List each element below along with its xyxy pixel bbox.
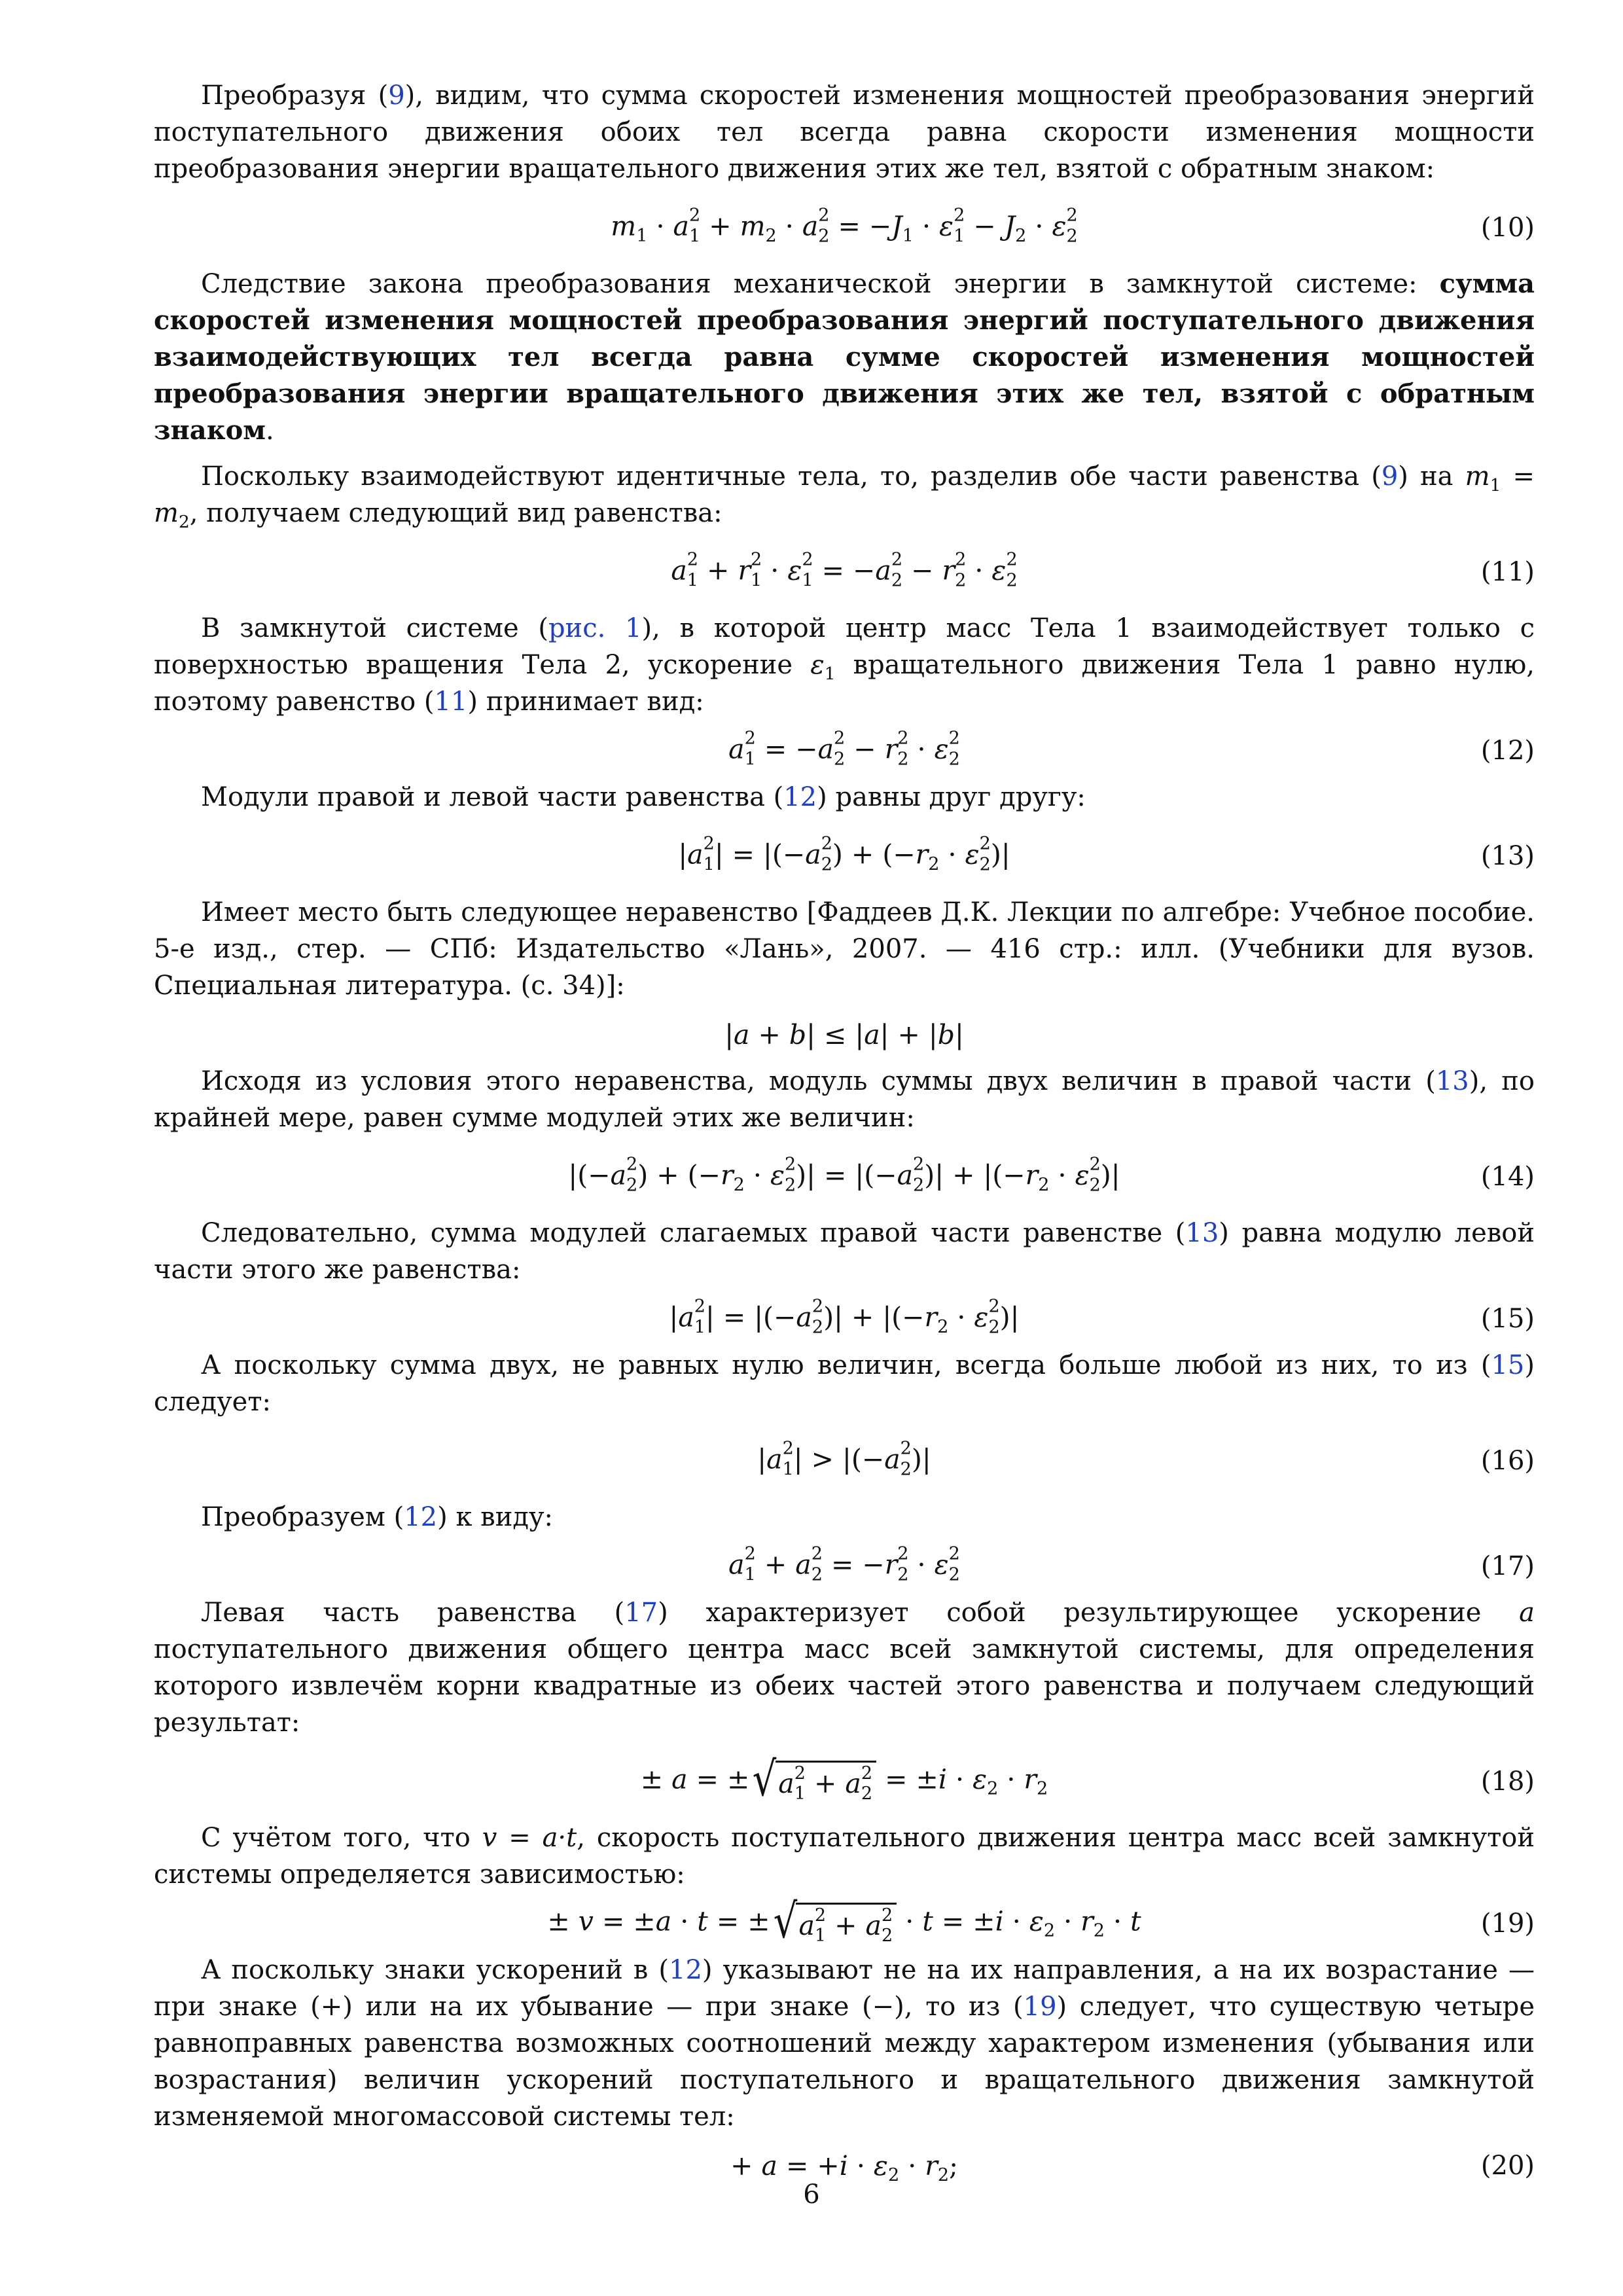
law-statement: сумма скоростей изменения мощностей преобразования энергий поступательного движения взаимодействующих тел всегда равна сумме скоростей изменения мощностей преобразования энергии вращательного движения этих же тел, взятой с обратным знаком [154, 268, 1535, 446]
ref-eq-12[interactable]: 12 [669, 1955, 702, 1985]
equation-number: (15) [1480, 1304, 1535, 1334]
paragraph-8: Следовательно, сумма модулей слагаемых правой части равенстве (13) равна модулю левой части этого же равенства: [154, 1218, 1535, 1285]
paragraph-9: А поскольку сумма двух, не равных нулю величин, всегда больше любой из них, то из (15) следует: [154, 1350, 1535, 1417]
equation-11-formula: a 2 1 + r 2 1 · ε 2 1 = −a 2 2 − r 2 2 · ε 2 2 [671, 550, 1018, 591]
equation-15-formula: |a 2 1 | = |(−a 2 2 )| + $|(-r_2 \cdot \varepsilon$ 2 2 )| [669, 1297, 1020, 1338]
paragraph-1: Преобразуя (9), видим, что сумма скоростей изменения мощностей преобразования энергий поступательного движения обоих тел всегда равна скорости изменения мощности преобразования энергии вращательного движения этих же тел, взятой с обратным знаком: [154, 81, 1535, 184]
equation-20-formula: + $a = +i \cdot \varepsilon_2 \cdot r_2$; [730, 2150, 958, 2186]
ref-eq-9[interactable]: 9 [388, 81, 405, 111]
paragraph-13: А поскольку знаки ускорений в (12) указывают не на их направления, а на их возрастание — при знаке (+) или на их убывание — при знаке (−), то из (19) следует, что существую четыре равноправных равенства возможных соотношений между характером изменения (убывания или возрастания) величин ускорений поступательного и вращательного движения замкнутой изменяемой многомассовой системы тел: [154, 1955, 1535, 2132]
equation-16-formula: |a 2 1 | > |(−a 2 2 )| [757, 1439, 931, 1480]
equation-17 [154, 1545, 1535, 1588]
ref-eq-13[interactable]: 13 [1185, 1218, 1219, 1248]
equation-18-formula: ± a = ±√a 2 1 + a 2 2 = $\pm i \cdot \varepsilon_2 \cdot r_2$ [640, 1751, 1048, 1806]
ref-figure-1[interactable]: рис. 1 [548, 613, 642, 643]
equation-15 [154, 1297, 1535, 1340]
paragraph-5: Модули правой и левой части равенства (12) равны друг другу: [201, 782, 1086, 812]
paragraph-11: Левая часть равенства (17) характеризует собой результирующее ускорение a поступательного движения общего центра масс всей замкнутой системы, для определения которого извлечём корни квадратные из обеих частей этого равенства и получаем следующий результат: [154, 1598, 1535, 1738]
inequality [154, 1013, 1535, 1056]
equation-12 [154, 729, 1535, 772]
equation-11 [154, 541, 1535, 603]
equation-number: (13) [1480, 841, 1535, 871]
ref-eq-15[interactable]: 15 [1491, 1350, 1525, 1380]
paragraph-2: Следствие закона преобразования механической энергии в замкнутой системе: сумма скоростей изменения мощностей преобразования энергий поступательного движения взаимодействующих тел всегда равна сумме скоростей изменения мощностей преобразования энергии вращательного движения этих же тел, взятой с обратным знаком. [154, 268, 1535, 446]
paragraph-4: В замкнутой системе (рис. 1), в которой центр масс Тела 1 взаимодействует только с поверхностью вращения Тела 2, ускорение $\varepsilon_1$ вращательного движения Тела 1 равно нулю, поэтому равенство (11) принимает вид: [154, 613, 1535, 717]
ref-eq-19[interactable]: 19 [1023, 1992, 1057, 2022]
equation-12-formula: a 2 1 = −a 2 2 − r 2 2 · ε 2 2 [728, 728, 960, 770]
equation-10 [154, 196, 1535, 259]
equation-14 [154, 1145, 1535, 1208]
equation-number: (12) [1480, 736, 1535, 766]
page-body [154, 77, 1535, 2194]
inequality-formula: |a + b| ≤ |a| + |b| [724, 1019, 964, 1050]
equation-number: (20) [1480, 2151, 1535, 2181]
paragraph-10: Преобразуем (12) к виду: [201, 1502, 553, 1532]
equation-18 [154, 1750, 1535, 1813]
sqrt-sign: √a 2 1 + a 2 2 [749, 1758, 876, 1805]
paragraph-6: Имеет место быть следующее неравенство [Фаддеев Д.К. Лекции по алгебре: Учебное пособие. 5-е изд., стер. — СПб: Издательство «Лань», 2007. — 416 стр.: илл. (Учебники для вузов. Специальная литература. (с. 34)]: [154, 897, 1535, 1001]
equation-13 [154, 825, 1535, 888]
equation-number: (17) [1480, 1551, 1535, 1581]
equation-19-formula: ± v = ±a · t = ±√a 2 1 + a 2 2 · $t = \pm i \cdot \varepsilon_2 \cdot r_2 \cdot t$ [547, 1893, 1141, 1948]
equation-10-formula: $m_1 \cdot a$ 2 1 + $m_2 \cdot a$ 2 2 = $-J_1 \cdot \varepsilon$ 2 1 − $J_2 \cdot \varepsilon$ 2 2 [611, 206, 1078, 247]
equation-number: (10) [1480, 213, 1535, 243]
equation-19 [154, 1893, 1535, 1948]
equation-number: (18) [1480, 1767, 1535, 1797]
equation-number: (19) [1480, 1909, 1535, 1939]
paragraph-7: Исходя из условия этого неравенства, модуль суммы двух величин в правой части (13), по крайней мере, равен сумме модулей этих же величин: [154, 1066, 1535, 1133]
equation-number: (14) [1480, 1162, 1535, 1192]
ref-eq-13[interactable]: 13 [1435, 1066, 1469, 1096]
equation-number: (11) [1480, 557, 1535, 587]
ref-eq-12[interactable]: 12 [783, 782, 817, 812]
ref-eq-17[interactable]: 17 [624, 1598, 658, 1628]
paragraph-3: Поскольку взаимодействуют идентичные тела, то, разделив обе части равенства (9) на $m_1 = m_2$, получаем следующий вид равенства: [154, 461, 1535, 532]
equation-16 [154, 1429, 1535, 1492]
ref-eq-9[interactable]: 9 [1381, 461, 1399, 492]
paragraph-12: С учётом того, что v = a·t, скорость поступательного движения центра масс всей замкнутой системы определяется зависимостью: [154, 1823, 1535, 1890]
ref-eq-11[interactable]: 11 [434, 687, 468, 717]
equation-number: (16) [1480, 1446, 1535, 1476]
equation-14-formula: |(−a 2 2 ) + ($-r_2 \cdot \varepsilon$ 2 2 )| = |(−a 2 2 )| + $|(-r_2 \cdot \varepsilon$ 2 2 )| [568, 1155, 1120, 1196]
sqrt-sign: √a 2 1 + a 2 2 [770, 1900, 897, 1947]
equation-13-formula: |a 2 1 | = |(−a 2 2 ) + ($-r_2 \cdot \varepsilon$ 2 2 )| [678, 834, 1010, 875]
page-number: 6 [803, 2179, 820, 2210]
equation-17-formula: a 2 1 + a 2 2 = −r 2 2 · ε 2 2 [728, 1544, 960, 1585]
ref-eq-12[interactable]: 12 [404, 1502, 438, 1532]
